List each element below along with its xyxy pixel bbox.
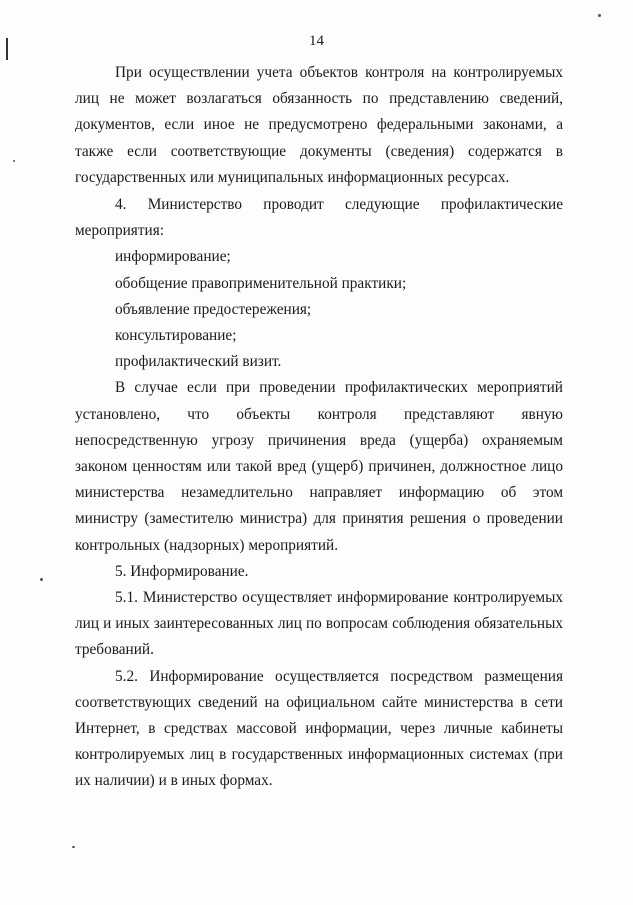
list-item: информирование; xyxy=(115,248,231,266)
section-heading-informing: 5. Информирование. xyxy=(115,562,249,580)
page-number: 14 xyxy=(309,33,324,49)
scan-speck xyxy=(40,578,43,581)
paragraph-preventive-measures-heading: 4. Министерство проводит следующие профилактические мероприятия: xyxy=(75,196,563,240)
scan-speck xyxy=(13,160,15,162)
list-item: консультирование; xyxy=(115,327,237,345)
scan-speck xyxy=(72,846,75,848)
paragraph-5-1: 5.1. Министерство осуществляет информирование контролируемых лиц и иных заинтересованных лиц по вопросам соблюдения обязательных требований. xyxy=(75,589,563,659)
document-body xyxy=(75,60,563,795)
scan-speck xyxy=(598,14,601,17)
paragraph-5-2: 5.2. Информирование осуществляется посредством размещения соответствующих сведений на официальном сайте министерства в сети Интернет, в средствах массовой информации, через личные кабинеты контролируемых лиц в государственных информационных системах (при их наличии) и в иных формах. xyxy=(75,667,563,790)
list-item: объявление предостережения; xyxy=(115,300,312,318)
list-item: профилактический визит. xyxy=(115,353,282,371)
paragraph-threat-case: В случае если при проведении профилактических мероприятий установлено, что объекты контроля представляют явную непосредственную угрозу причинения вреда (ущерба) охраняемым законом ценностям или такой вред (ущерб) причинен, должностное лицо министерства незамедлительно направляет информацию об этом министру (заместителю министра) для принятия решения о проведении контрольных (надзорных) мероприятий. xyxy=(75,379,563,554)
list-item: обобщение правоприменительной практики; xyxy=(115,274,407,292)
paragraph-accounting: При осуществлении учета объектов контроля на контролируемых лиц не может возлагаться обязанность по представлению сведений, документов, если иное не предусмотрено федеральными законами, а также если соответствующие документы (сведения) содержатся в государственных или муниципальных информационных ресурсах. xyxy=(75,64,563,186)
